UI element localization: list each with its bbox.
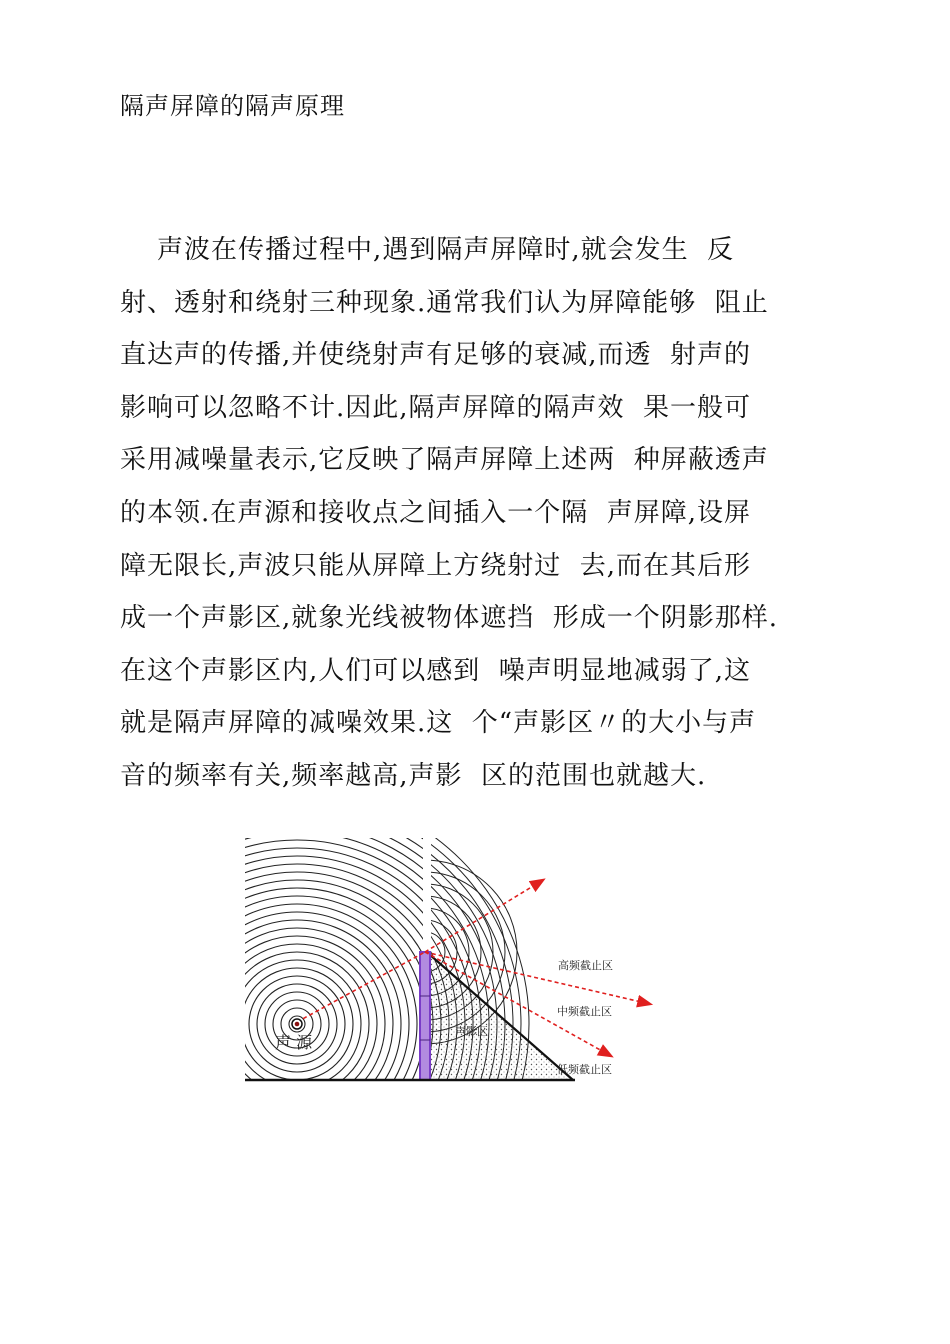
- paragraph-line-9: 在这个声影区内,人们可以感到 噪声明显地减弱了,这: [120, 655, 752, 686]
- shadow-zone-label: 声影区: [455, 1025, 488, 1038]
- wave-ring-over-barrier: [245, 888, 433, 1088]
- barrier-wall: [420, 952, 430, 1080]
- paragraph-line-7: 障无限长,声波只能从屏障上方绕射过 去,而在其后形: [120, 550, 752, 581]
- wave-ring: [245, 960, 361, 1088]
- wave-ring: [245, 888, 433, 1088]
- paragraph-line-2: 射、透射和绕射三种现象.通常我们认为屏障能够 阻止: [120, 287, 769, 318]
- mid-frequency-zone-label: 中频截止区: [557, 1005, 612, 1018]
- sound-barrier-diagram: [245, 838, 665, 1088]
- wave-ring: [245, 896, 425, 1088]
- paragraph-line-1: 声波在传播过程中,遇到隔声屏障时,就会发生 反: [120, 235, 735, 265]
- paragraph-line-5: 采用减噪量表示,它反映了隔声屏障上述两 种屏蔽透声: [120, 445, 769, 476]
- wave-ring: [245, 952, 369, 1088]
- low-frequency-zone-label: 低频截止区: [557, 1063, 612, 1076]
- diagram-canvas: [245, 838, 665, 1088]
- wave-ring: [245, 872, 449, 1088]
- paragraph-line-4: 影响可以忽略不计.因此,隔声屏障的隔声效 果一般可: [120, 392, 752, 423]
- paragraph-line-3: 直达声的传播,并使绕射声有足够的衰减,而透 射声的: [120, 340, 752, 371]
- paragraph-line-11: 音的频率有关,频率越高,声影 区的范围也就越大.: [120, 760, 707, 791]
- paragraph-line-8: 成一个声影区,就象光线被物体遮挡 形成一个阴影那样.: [120, 603, 779, 634]
- sound-source-dot: [295, 1022, 300, 1027]
- paragraph-line-6: 的本领.在声源和接收点之间插入一个隔 声屏障,设屏: [120, 497, 752, 528]
- body-paragraph: [120, 229, 800, 808]
- document-title: 隔声屏障的隔声原理: [120, 92, 345, 120]
- wave-ring-over-barrier: [245, 872, 449, 1088]
- source-label: 声 源: [275, 1033, 313, 1052]
- high-frequency-zone-label: 高频截止区: [558, 959, 613, 972]
- paragraph-line-10: 就是隔声屏障的减噪效果.这 个“声影区〃的大小与声: [120, 708, 757, 739]
- wave-ring-over-barrier: [245, 896, 425, 1088]
- wave-ring: [245, 928, 393, 1088]
